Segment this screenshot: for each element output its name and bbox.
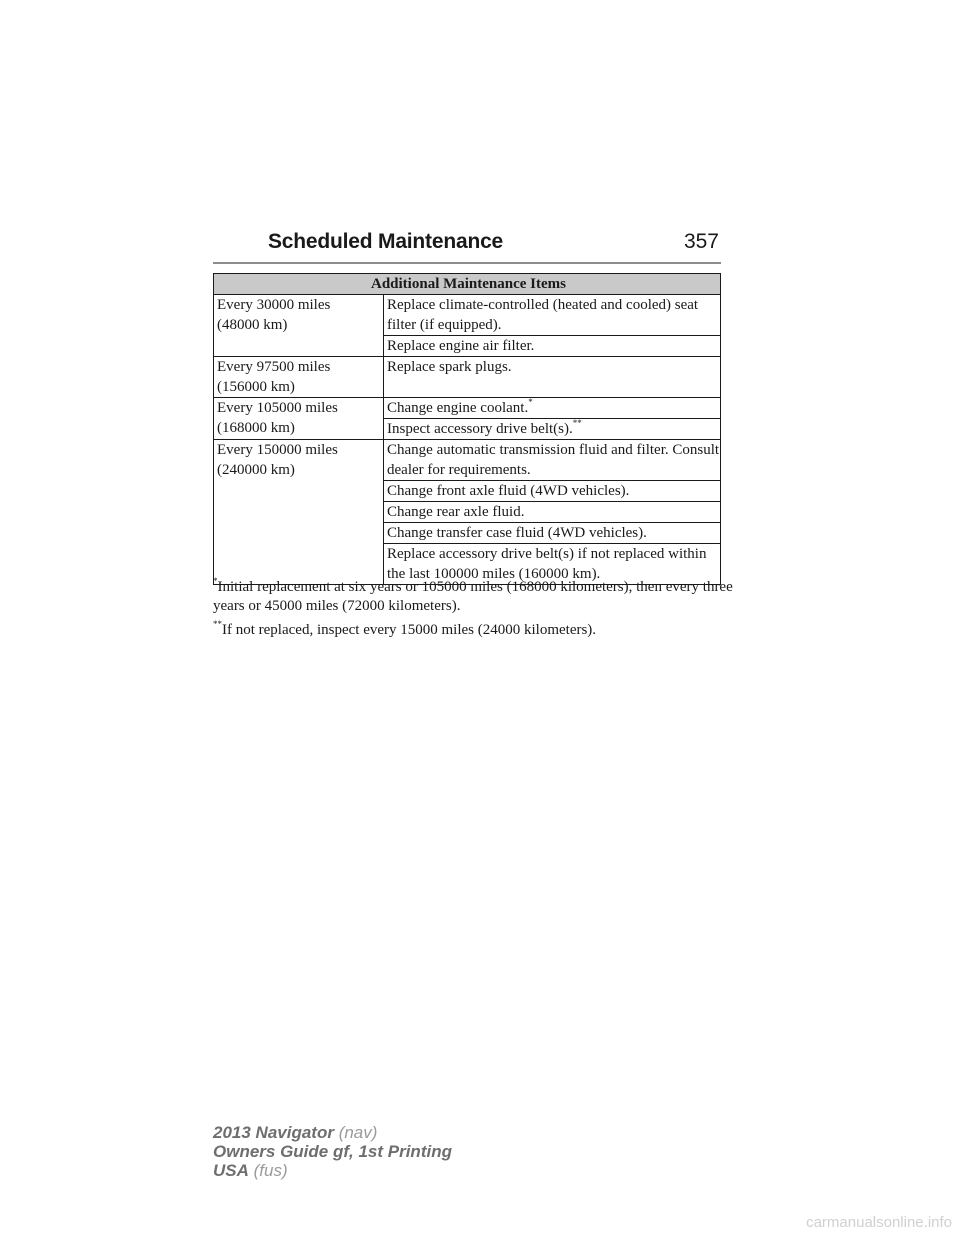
interval-km: (240000 km) — [217, 462, 295, 478]
interval-km: (48000 km) — [217, 317, 288, 333]
interval-miles: Every 105000 miles — [217, 400, 338, 416]
maintenance-item-text: Replace climate-controlled (heated and cooled) seat filter (if equipped). — [387, 297, 699, 333]
footnote-marker: ** — [572, 418, 582, 428]
maintenance-item — [384, 295, 721, 336]
interval-km: (156000 km) — [217, 379, 295, 395]
interval-cell — [214, 295, 384, 357]
maintenance-item-text: Change front axle fluid (4WD vehicles). — [387, 483, 630, 499]
interval-miles: Every 97500 miles — [217, 359, 331, 375]
maintenance-item — [384, 440, 721, 481]
maintenance-item-text: Replace accessory drive belt(s) if not replaced within the last 100000 miles (160000 km). — [387, 546, 707, 582]
table-header-row — [214, 274, 721, 295]
footer-line-guide — [213, 1142, 452, 1161]
footer-line-market — [213, 1161, 452, 1180]
maintenance-item-text: Change transfer case fluid (4WD vehicles). — [387, 525, 647, 541]
footer-model: 2013 Navigator — [213, 1123, 334, 1142]
maintenance-item-text: Inspect accessory drive belt(s). — [387, 421, 573, 437]
footnotes — [213, 578, 733, 645]
footnote-marker: * — [528, 397, 533, 407]
maintenance-item-text: Replace engine air filter. — [387, 338, 535, 354]
maintenance-item — [384, 357, 721, 398]
maintenance-item — [384, 502, 721, 523]
footnote-text: Initial replacement at six years or 105000 miles (168000 kilometers), then every three years or 45000 miles (72000 kilometers). — [213, 579, 733, 614]
document-footer — [213, 1123, 452, 1180]
interval-miles: Every 150000 miles — [217, 442, 338, 458]
page-number: 357 — [683, 230, 719, 253]
interval-miles: Every 30000 miles — [217, 297, 331, 313]
interval-cell — [214, 398, 384, 440]
maintenance-item-text: Change rear axle fluid. — [387, 504, 525, 520]
maintenance-item-text: Change engine coolant. — [387, 400, 529, 416]
footnote — [213, 621, 733, 640]
interval-km: (168000 km) — [217, 420, 295, 436]
table-row — [214, 440, 721, 481]
footer-model-code: (nav) — [338, 1123, 378, 1142]
footer-guide: Owners Guide gf, 1st Printing — [213, 1142, 452, 1161]
footnote-text: If not replaced, inspect every 15000 miles (24000 kilometers). — [222, 622, 597, 638]
footnote-marker: * — [213, 576, 218, 586]
footer-line-model — [213, 1123, 452, 1142]
interval-cell — [214, 440, 384, 585]
table-row — [214, 398, 721, 419]
maintenance-item — [384, 481, 721, 502]
section-title: Scheduled Maintenance — [268, 230, 504, 253]
footnote — [213, 578, 733, 616]
footnote-marker: ** — [213, 619, 222, 629]
watermark: carmanualsonline.info — [806, 1214, 952, 1231]
table-row — [214, 357, 721, 398]
page-header — [213, 226, 721, 264]
maintenance-table — [213, 273, 721, 585]
footer-market: USA — [213, 1161, 249, 1180]
maintenance-item-text: Replace spark plugs. — [387, 359, 512, 375]
table-title: Additional Maintenance Items — [214, 274, 721, 295]
interval-cell — [214, 357, 384, 398]
footer-market-code: (fus) — [253, 1161, 288, 1180]
maintenance-item — [384, 419, 721, 440]
table-row — [214, 295, 721, 336]
maintenance-item — [384, 336, 721, 357]
maintenance-item — [384, 398, 721, 419]
maintenance-item — [384, 523, 721, 544]
maintenance-item-text: Change automatic transmission fluid and filter. Consult dealer for requirements. — [387, 442, 720, 478]
